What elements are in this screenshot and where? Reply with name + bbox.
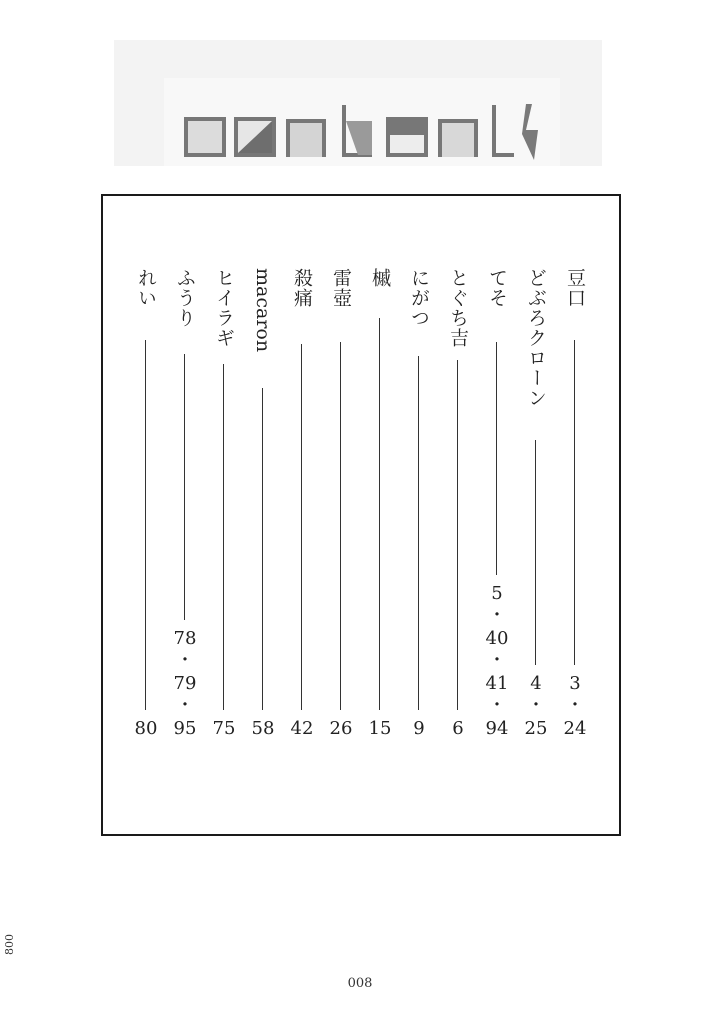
toc-entry-pages [284,718,320,741]
toc-entry [245,268,281,748]
page-number: 25 [524,717,548,739]
page-number: 40 [485,627,509,649]
page-separator: ・ [488,605,506,626]
toc-entry-title: 雷壺 [330,268,352,308]
page-separator: ・ [176,695,194,716]
toc-entry-title: 豆口 [564,268,586,308]
leader-line [574,340,575,665]
toc-entry [128,268,164,748]
toc-entry-title: てそ [486,268,508,308]
page-number: 6 [452,717,464,739]
leader-line [145,340,146,710]
leader-line [184,354,185,620]
toc-entry [362,268,398,748]
toc-entry [167,268,203,748]
toc-entry-pages [518,673,554,741]
leader-line [301,344,302,710]
toc-entry-title: ヒイラギ [213,268,235,348]
spine-number: 800 [3,934,16,955]
toc-entry-title: どぶろクローン [525,268,547,408]
toc-entry-pages [440,718,476,741]
leader-line [340,342,341,710]
leader-line [223,364,224,710]
page-number: 78 [173,627,197,649]
toc-entry [206,268,242,748]
toc-entry-title: 槭 [369,268,391,288]
toc-entry-title: にがつ [408,268,430,328]
toc-entry-pages [362,718,398,741]
toc-entry-pages [245,718,281,741]
page-number: 4 [530,672,542,694]
page-separator: ・ [566,695,584,716]
page-number: 41 [485,672,509,694]
page-separator: ・ [488,695,506,716]
page-number: 15 [368,717,392,739]
leader-line [496,342,497,575]
page-number: 5 [491,582,503,604]
toc-entry [479,268,515,748]
page-number: 75 [212,717,236,739]
leader-line [457,360,458,710]
page-number: 26 [329,717,353,739]
toc-entry-pages [206,718,242,741]
page-separator: ・ [527,695,545,716]
page-number: 24 [563,717,587,739]
toc-entry-title: れい [135,268,157,308]
page-number: 79 [173,672,197,694]
leader-line [379,318,380,710]
toc-entry [518,268,554,748]
toc-entry [401,268,437,748]
toc-entry [284,268,320,748]
leader-line [535,440,536,665]
leader-line [418,356,419,710]
page-number: 42 [290,717,314,739]
toc-entry-pages [479,583,515,741]
toc-entry-pages [557,673,593,741]
page-separator: ・ [176,650,194,671]
page-separator: ・ [488,650,506,671]
contents-title-logo [180,100,550,162]
toc-entry-title: macaron [252,268,274,353]
page-number: 008 [347,976,373,991]
toc-entry [323,268,359,748]
page-number: 3 [569,672,581,694]
page-number: 9 [413,717,425,739]
toc-entry [440,268,476,748]
toc-entry-pages [401,718,437,741]
toc-entry-title: 殺痛 [291,268,313,308]
page-number: 95 [173,717,197,739]
toc-entry [557,268,593,748]
page-number: 80 [134,717,158,739]
leader-line [262,388,263,710]
toc-entry-pages [323,718,359,741]
toc-entry-pages [167,628,203,741]
toc-entry-title: とぐち吉 [447,268,469,348]
page-number: 58 [251,717,275,739]
page-number: 94 [485,717,509,739]
toc-entry-pages [128,718,164,741]
toc-entry-title: ふうり [174,268,196,328]
